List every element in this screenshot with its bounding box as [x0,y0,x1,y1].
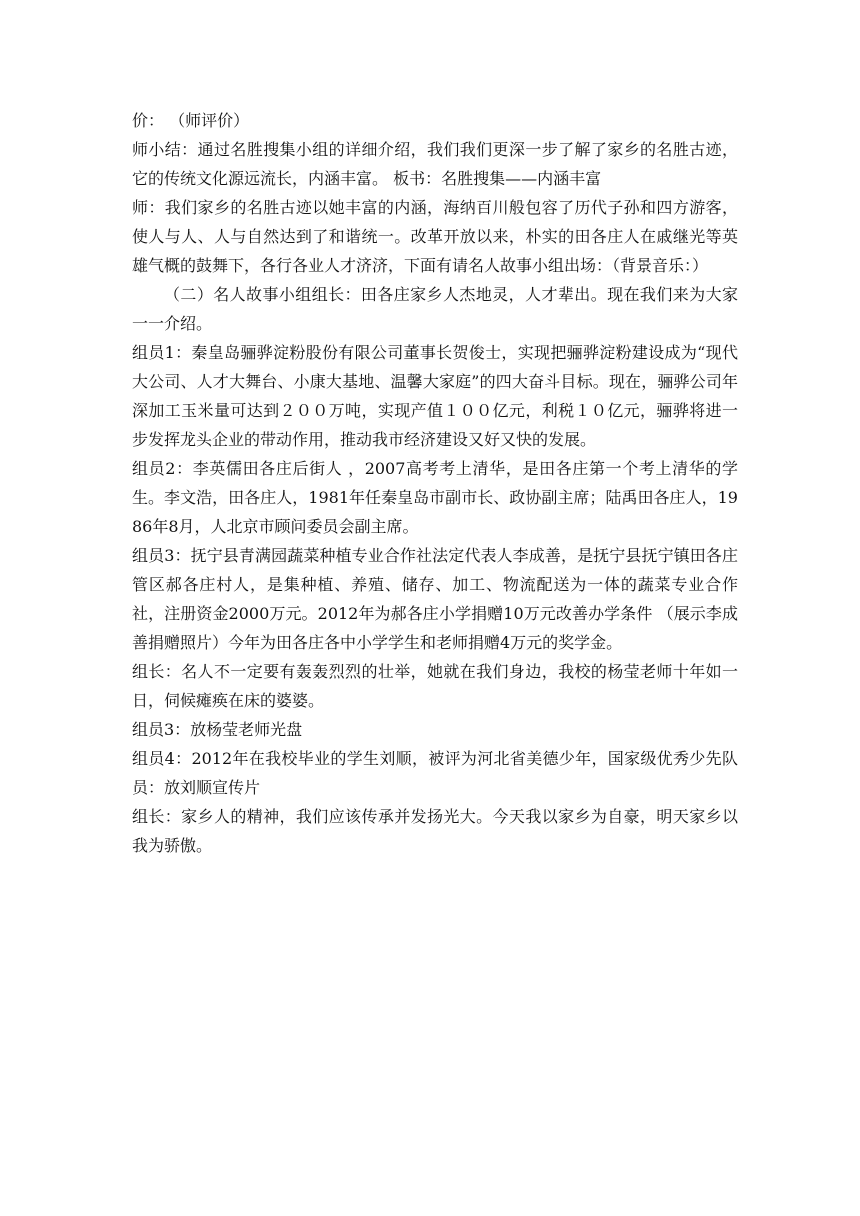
paragraph-group-leader-story: 组长：名人不一定要有轰轰烈烈的壮举，她就在我们身边，我校的杨莹老师十年如一日，伺候瘫痪在床的婆婆。 [132,662,738,710]
paragraph-member-3: 组员3：抚宁县青满园蔬菜种植专业合作社法定代表人李成善，是抚宁县抚宁镇田各庄管区郝各庄村人，是集种植、养殖、储存、加工、物流配送为一体的蔬菜专业合作社，注册资金2000万元。2012年为郝各庄小学捐赠10万元改善办学条件 （展示李成善捐赠照片）今年为田各庄各中小学学生和老师捐赠4万元的奖学金。 [132,546,738,652]
paragraph-group-leader-intro: （二）名人故事小组组长：田各庄家乡人杰地灵，人才辈出。现在我们来为大家一一介绍。 [132,285,738,333]
paragraph-member-1: 组员1：秦皇岛骊骅淀粉股份有限公司董事长贺俊士，实现把骊骅淀粉建设成为“现代大公司、人才大舞台、小康大基地、温馨大家庭”的四大奋斗目标。现在，骊骅公司年深加工玉米量可达到２００万吨，实现产值１００亿元，利税１０亿元，骊骅将进一步发挥龙头企业的带动作用，推动我市经济建设又好又快的发展。 [132,343,738,449]
paragraph-member-4: 组员4：2012年在我校毕业的学生刘顺，被评为河北省美德少年，国家级优秀少先队员：放刘顺宣传片 [132,749,738,797]
paragraph-teacher-intro: 师：我们家乡的名胜古迹以她丰富的内涵，海纳百川般包容了历代子孙和四方游客，使人与人、人与自然达到了和谐统一。改革开放以来，朴实的田各庄人在戚继光等英雄气概的鼓舞下，各行各业人才济济，下面有请名人故事小组出场：（背景音乐：） [132,198,738,275]
document-page [132,106,738,860]
paragraph-teacher-summary: 师小结：通过名胜搜集小组的详细介绍，我们我们更深一步了解了家乡的名胜古迹，它的传统文化源远流长，内涵丰富。 板书：名胜搜集——内涵丰富 [132,140,738,188]
paragraph-evaluation: 价： （师评价） [132,111,250,130]
paragraph-member-3-disc: 组员3：放杨莹老师光盘 [132,720,303,739]
paragraph-member-2: 组员2：李英儒田各庄后街人 ，2007高考考上清华，是田各庄第一个考上清华的学生。李文浩，田各庄人，1981年任秦皇岛市副市长、政协副主席；陆禹田各庄人，1986年8月，人北京市顾问委员会副主席。 [132,459,738,536]
paragraph-group-leader-closing: 组长：家乡人的精神，我们应该传承并发扬光大。今天我以家乡为自豪，明天家乡以我为骄傲。 [132,807,738,855]
